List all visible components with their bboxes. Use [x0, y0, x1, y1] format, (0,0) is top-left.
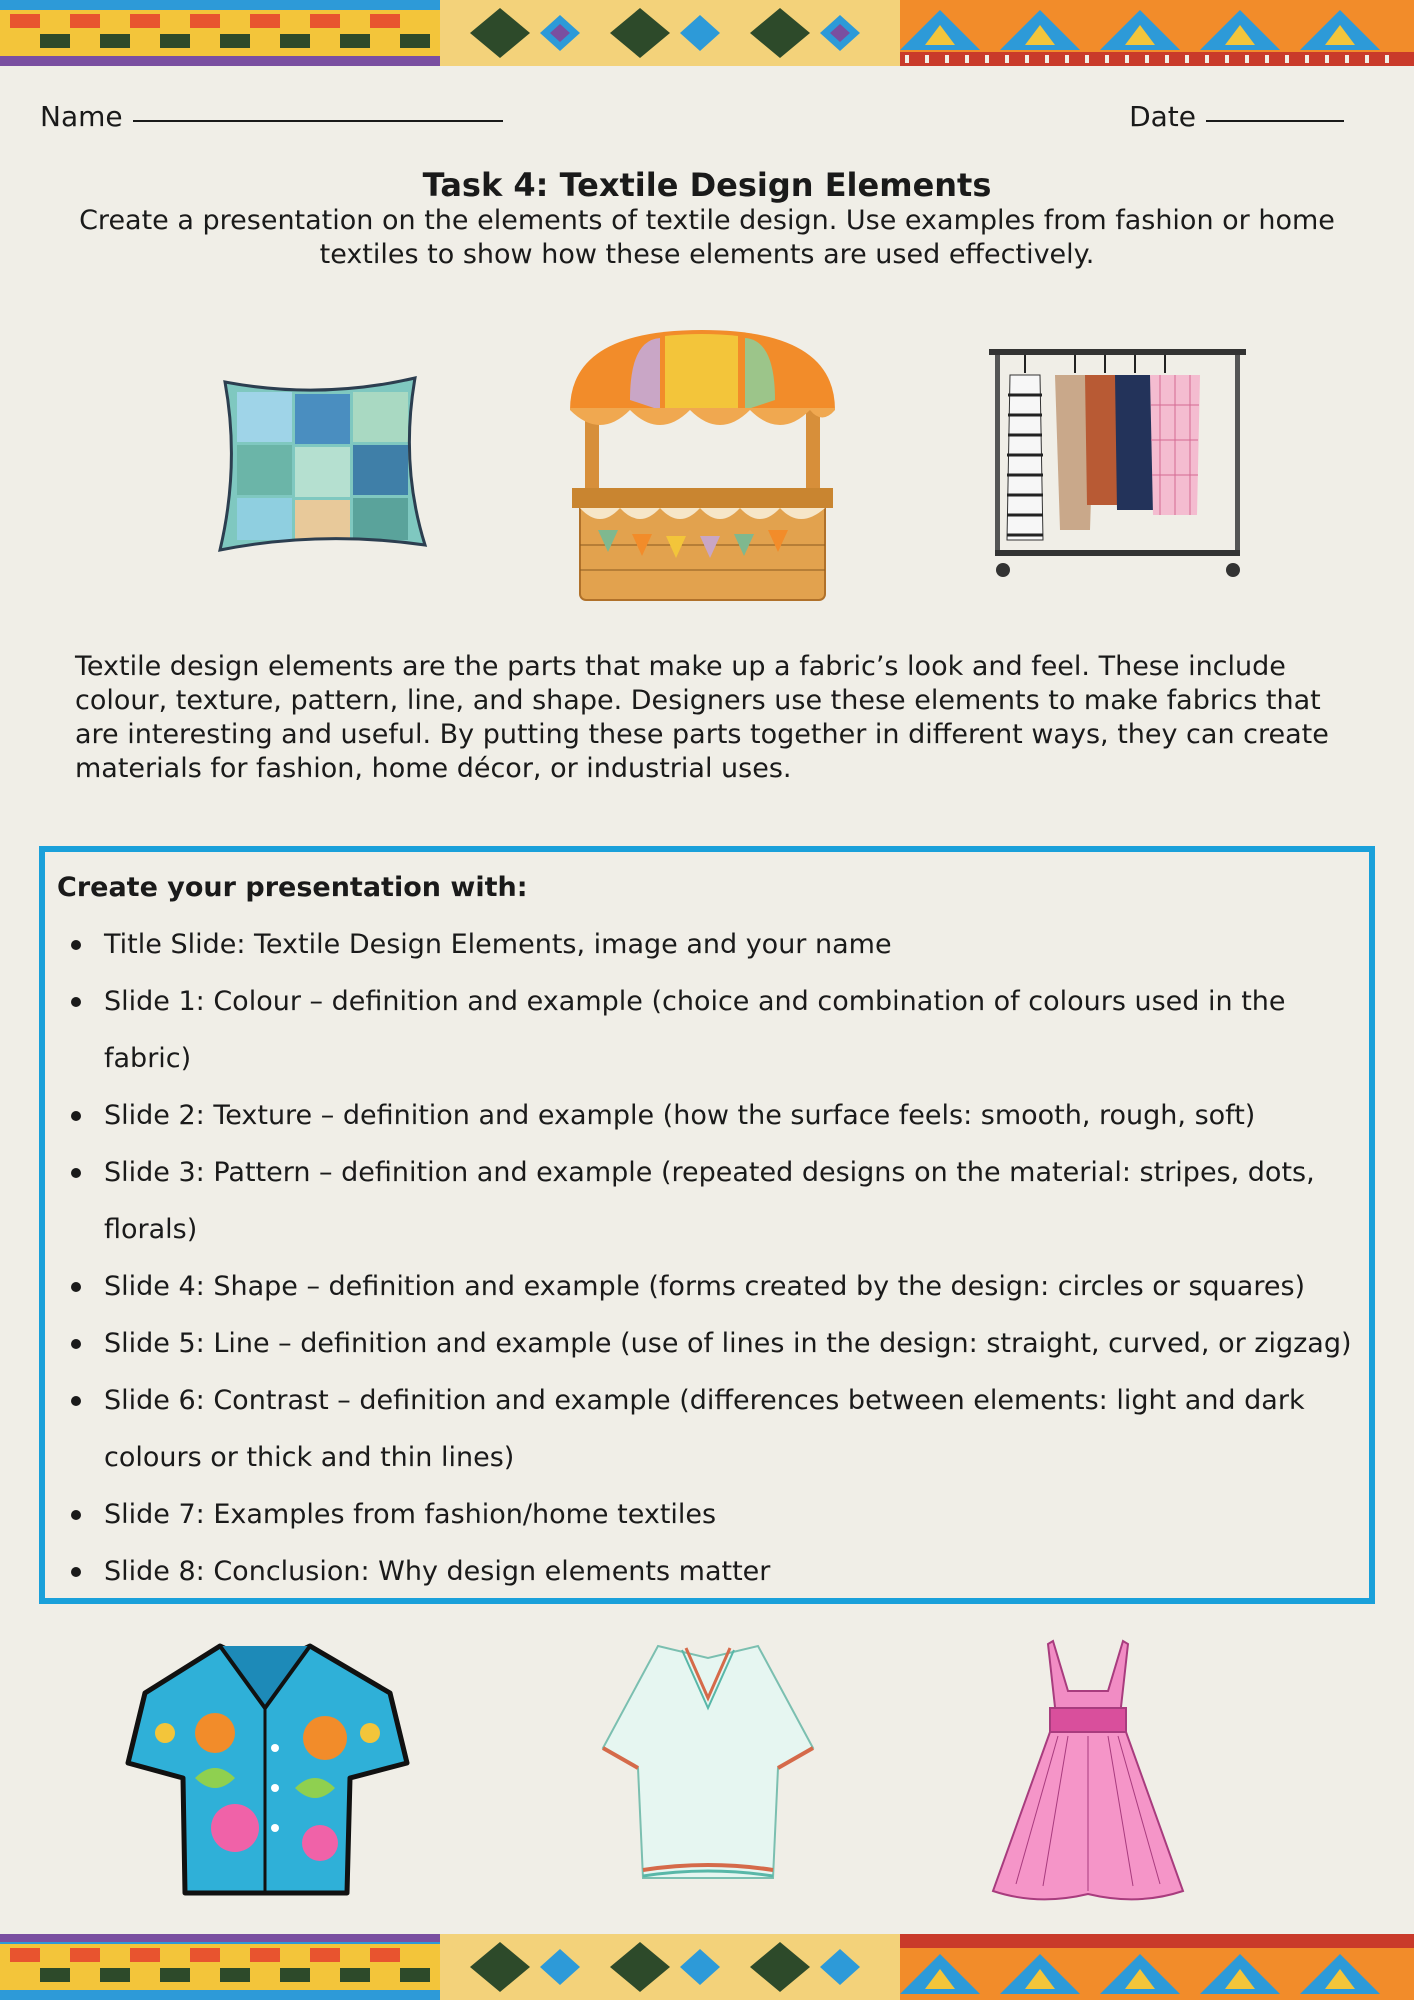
pink-dress-icon: [988, 1636, 1188, 1910]
date-label: Date: [1129, 100, 1196, 133]
date-field[interactable]: [1129, 100, 1344, 133]
task-list-item: Slide 1: Colour – definition and example (choice and combination of colours used in the fabric): [45, 973, 1365, 1087]
task-list-item: Title Slide: Textile Design Elements, image and your name: [45, 916, 1365, 973]
name-label: Name: [40, 100, 123, 133]
name-field[interactable]: [40, 100, 503, 133]
bottom-decorative-border: [0, 1934, 1414, 2000]
page-title: Task 4: Textile Design Elements: [422, 166, 992, 204]
task-list: [45, 916, 1365, 1600]
name-date-row: [40, 100, 1344, 144]
task-list-item: Slide 3: Pattern – definition and example (repeated designs on the material: stripes, dots, florals): [45, 1144, 1365, 1258]
bottom-illustrations: [0, 1628, 1414, 1908]
top-illustrations: [0, 320, 1414, 610]
hawaiian-shirt-icon: [125, 1638, 410, 1907]
presentation-task-box: [39, 846, 1375, 1604]
task-list-item: Slide 7: Examples from fashion/home textiles: [45, 1486, 1365, 1543]
patchwork-cushion-icon: [215, 370, 430, 564]
top-decorative-border: [0, 0, 1414, 66]
task-list-item: Slide 5: Line – definition and example (use of lines in the design: straight, curved, or zigzag): [45, 1315, 1365, 1372]
task-list-item: Slide 8: Conclusion: Why design elements matter: [45, 1543, 1365, 1600]
market-stall-icon: [560, 330, 845, 614]
body-paragraph: Textile design elements are the parts that make up a fabric’s look and feel. These include colour, texture, pattern, line, and shape. Designers use these elements to make fabrics that are interesting and useful. By putting these parts together in different ways, they can create materials for fashion, home décor, or industrial uses.: [75, 651, 1329, 784]
task-box-heading: Create your presentation with:: [57, 872, 528, 903]
task-list-item: Slide 4: Shape – definition and example (forms created by the design: circles or squares): [45, 1258, 1365, 1315]
embroidered-tunic-icon: [598, 1638, 818, 1892]
name-line: [133, 120, 503, 122]
date-line: [1206, 120, 1344, 122]
task-list-item: Slide 2: Texture – definition and example (how the surface feels: smooth, rough, soft): [45, 1087, 1365, 1144]
intro-text: Create a presentation on the elements of textile design. Use examples from fashion or home textiles to show how these elements are used effectively.: [79, 205, 1335, 270]
clothing-rack-icon: [985, 345, 1250, 594]
task-list-item: Slide 6: Contrast – definition and example (differences between elements: light and dark colours or thick and thin lines): [45, 1372, 1365, 1486]
